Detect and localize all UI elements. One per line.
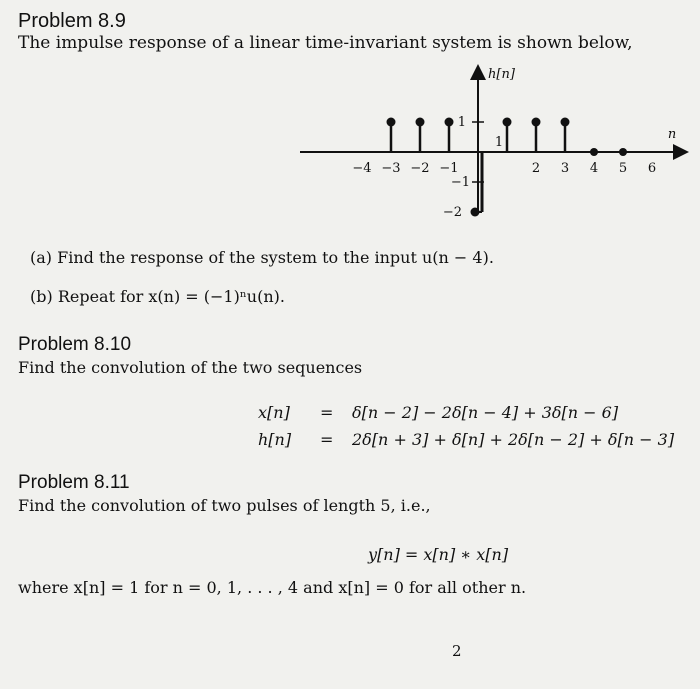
problem-8-11-equation: y[n] = x[n] ∗ x[n] [368, 545, 509, 564]
stem-dot [561, 118, 570, 127]
impulse-response-stem-plot [300, 64, 690, 224]
y-tick-label: −2 [442, 205, 462, 220]
problem-8-9-part-b: (b) Repeat for x(n) = (−1)ⁿu(n). [30, 287, 285, 306]
plot-labels [352, 67, 676, 220]
x-tick-label: −1 [439, 161, 459, 176]
stem-dot [416, 118, 425, 127]
problem-8-11-where: where x[n] = 1 for n = 0, 1, . . . , 4 and x[n] = 0 for all other n. [18, 578, 527, 597]
stem-dot [445, 118, 454, 127]
problem-8-11-intro: Find the convolution of two pulses of length 5, i.e., [18, 496, 431, 515]
x-tick-label: −4 [352, 161, 372, 176]
problem-8-11-title: Problem 8.11 [18, 472, 130, 493]
stem-dot [503, 118, 512, 127]
x-tick-label: 2 [531, 161, 541, 176]
x-tick-label: 4 [589, 161, 599, 176]
stem-value-label: 1 [494, 135, 504, 150]
eq1-rel: = [320, 403, 334, 422]
y-tick-label: −1 [450, 175, 470, 190]
x-tick-label: 5 [618, 161, 628, 176]
stem-dot [532, 118, 541, 127]
stem-dot [387, 118, 396, 127]
x-tick-label: 3 [560, 161, 570, 176]
plot-axes [300, 68, 685, 214]
stem-dot-zero [590, 148, 598, 156]
problem-8-9-title: Problem 8.9 [18, 10, 126, 32]
y-tick-label: 1 [457, 115, 466, 130]
x-tick-label: 6 [647, 161, 657, 176]
eq1-rhs: δ[n − 2] − 2δ[n − 4] + 3δ[n − 6] [352, 403, 619, 422]
eq2-rel: = [320, 430, 334, 449]
problem-8-10-intro: Find the convolution of the two sequences [18, 358, 363, 377]
stem-dot-zero [619, 148, 627, 156]
problem-8-10-title: Problem 8.10 [18, 334, 132, 355]
problem-8-9-intro: The impulse response of a linear time-invariant system is shown below, [18, 33, 633, 53]
y-axis-label: h[n] [488, 67, 515, 82]
x-tick-label: −2 [410, 161, 430, 176]
problem-8-9-part-a: (a) Find the response of the system to the input u(n − 4). [30, 248, 494, 267]
x-axis-label: n [667, 127, 677, 142]
eq1-lhs: x[n] [258, 403, 290, 422]
page-number: 2 [452, 642, 462, 660]
eq2-lhs: h[n] [258, 430, 292, 449]
x-tick-label: −3 [381, 161, 401, 176]
eq2-rhs: 2δ[n + 3] + δ[n] + 2δ[n − 2] + δ[n − 3] [352, 430, 675, 449]
